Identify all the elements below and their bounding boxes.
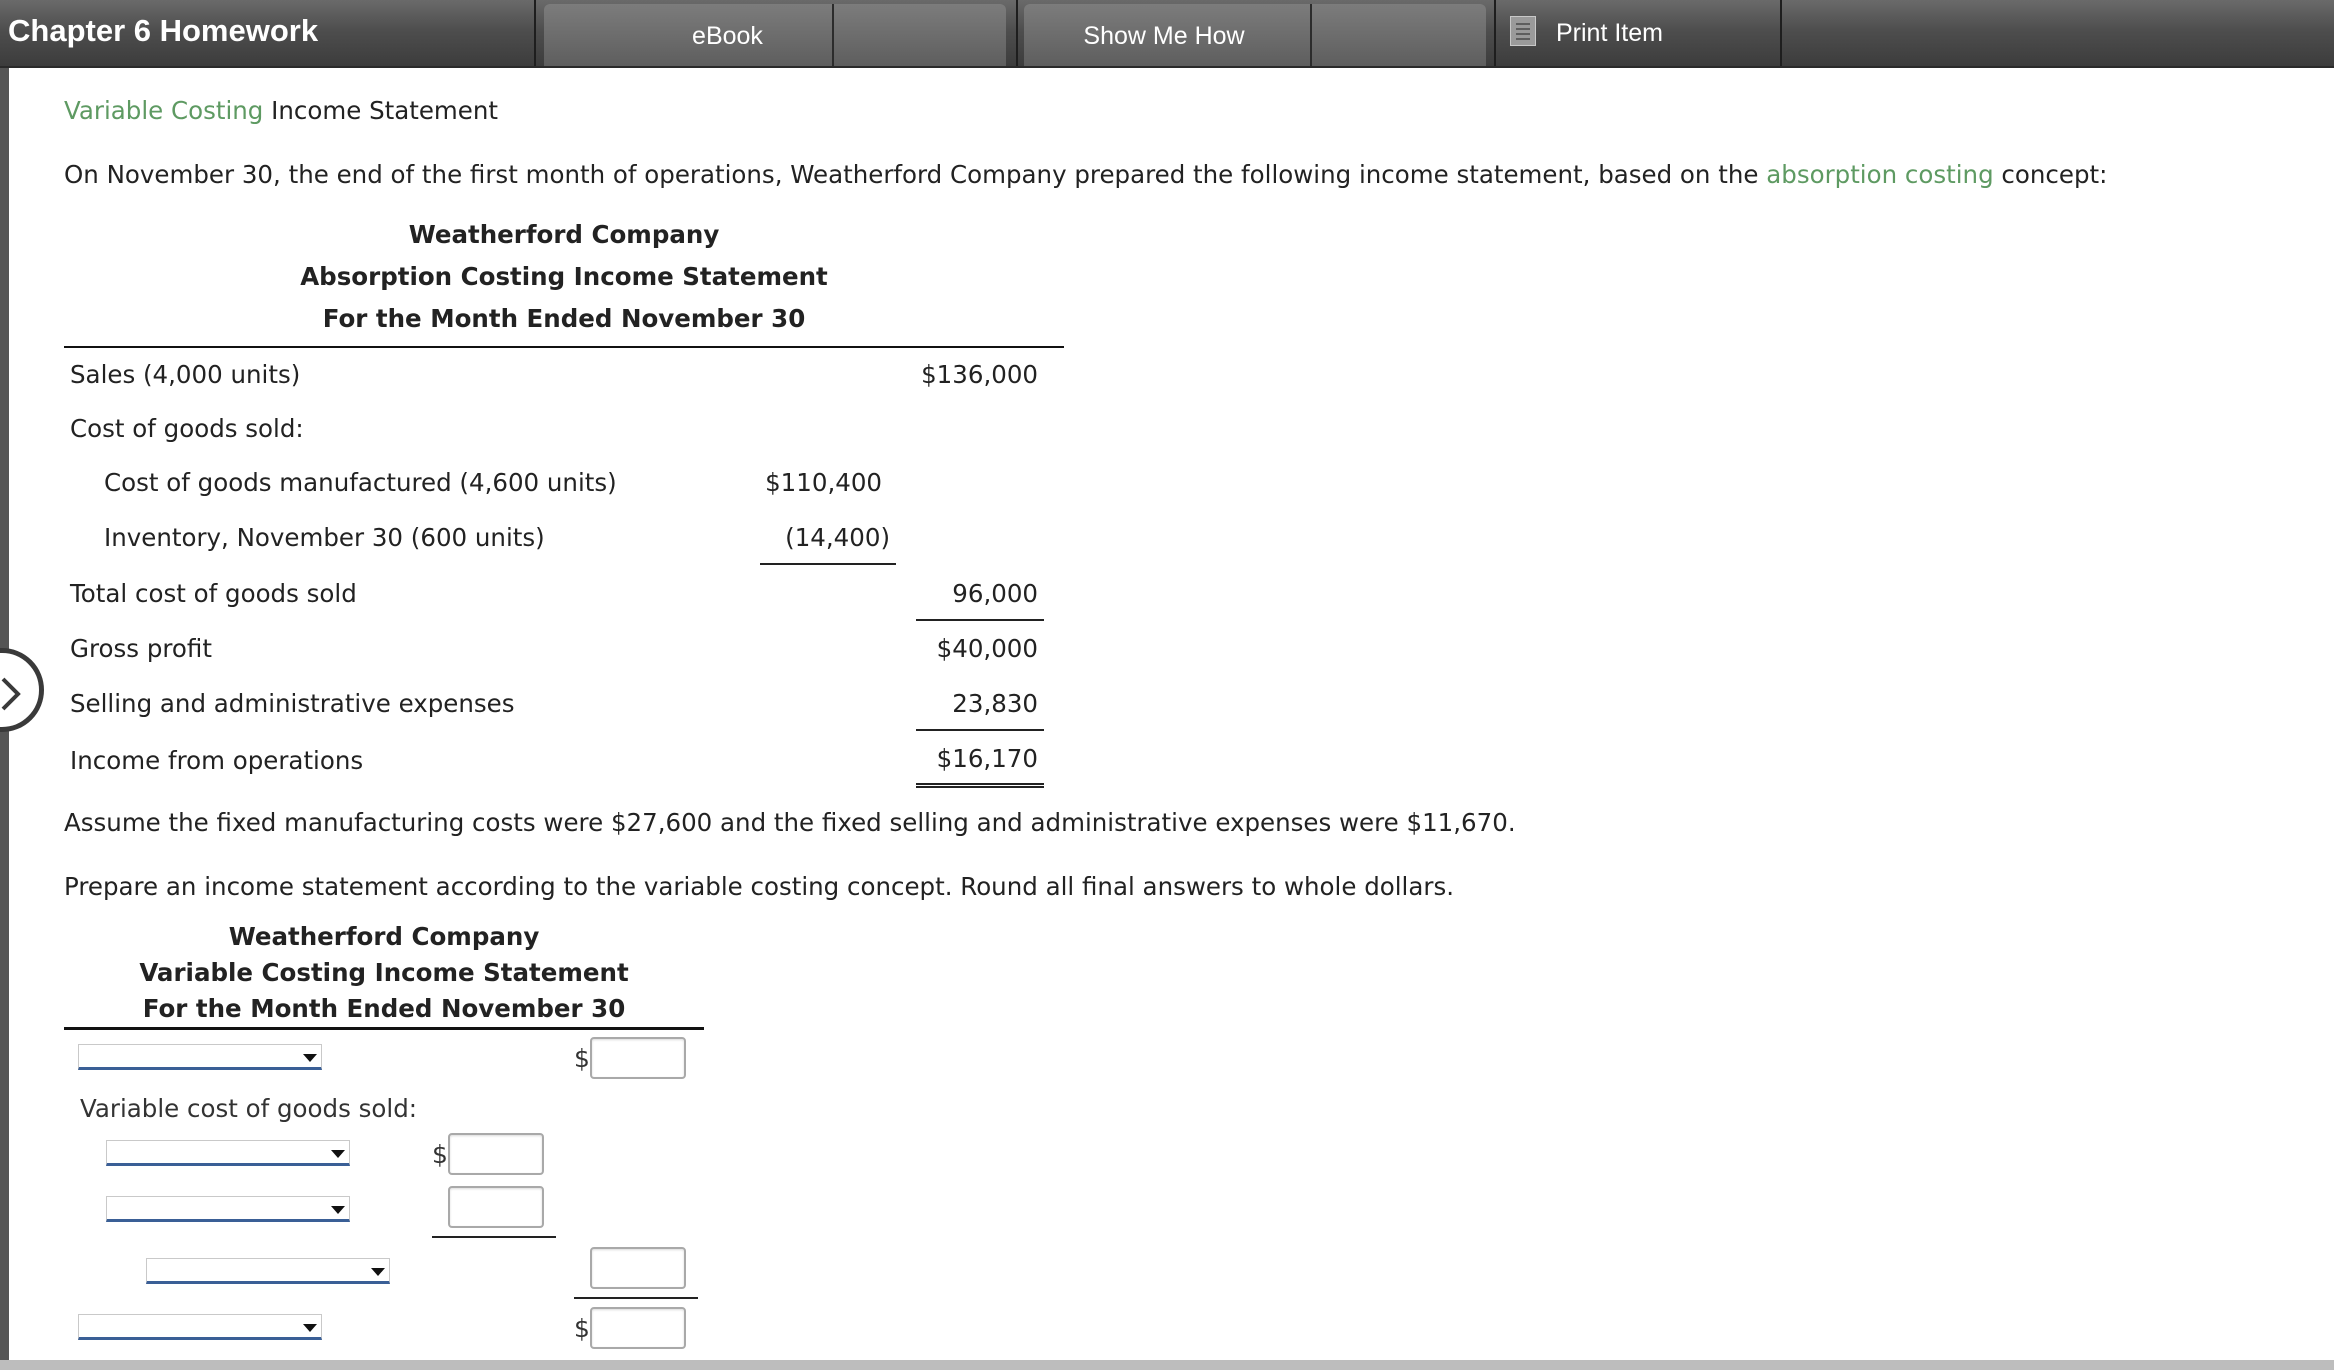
- statement-header-rule: [64, 346, 1064, 348]
- row-label: Income from operations: [70, 746, 364, 775]
- row-amount: $16,170: [936, 744, 1038, 773]
- statement-title: Absorption Costing Income Statement: [300, 262, 828, 291]
- intro-text-end: concept:: [1993, 160, 2108, 189]
- print-icon: [1510, 16, 1536, 46]
- ebook-button[interactable]: [544, 4, 1006, 66]
- row-label: Gross profit: [70, 634, 212, 663]
- amount-input[interactable]: [590, 1307, 686, 1349]
- absorption-costing-link[interactable]: absorption costing: [1766, 160, 1994, 189]
- row-amount: (14,400): [785, 523, 890, 552]
- row-label: Cost of goods manufactured (4,600 units): [104, 468, 617, 497]
- subtotal-rule: [916, 619, 1044, 621]
- subtotal-rule: [760, 563, 896, 565]
- bottom-scrollbar[interactable]: [0, 1360, 2334, 1370]
- subtotal-rule: [574, 1297, 698, 1299]
- amount-input[interactable]: [448, 1133, 544, 1175]
- section-title: [64, 96, 498, 125]
- subtotal-rule: [916, 729, 1044, 731]
- instruction-text: Prepare an income statement according to the variable costing concept. Round all final answers to whole dollars.: [64, 872, 1455, 901]
- dropdown-arrow-icon: [303, 1054, 317, 1062]
- dollar-sign: $: [574, 1314, 590, 1343]
- row-amount: $136,000: [921, 360, 1038, 389]
- dropdown-arrow-icon: [303, 1324, 317, 1332]
- line-item-select[interactable]: [106, 1196, 350, 1222]
- total-double-rule: [916, 783, 1044, 788]
- toolbar-divider: [1016, 0, 1018, 66]
- intro-text: On November 30, the end of the first month of operations, Weatherford Company prepared the following income statement, based on the: [64, 160, 1767, 189]
- form-period: For the Month Ended November 30: [142, 994, 626, 1023]
- statement-company: Weatherford Company: [408, 220, 720, 249]
- line-item-select[interactable]: [146, 1258, 390, 1284]
- row-label: Total cost of goods sold: [70, 579, 357, 608]
- amount-input[interactable]: [448, 1186, 544, 1228]
- section-title-rest: Income Statement: [263, 96, 498, 125]
- top-toolbar: [0, 0, 2334, 68]
- toolbar-divider: [1310, 4, 1312, 66]
- expand-panel-button[interactable]: [0, 648, 44, 732]
- line-item-select[interactable]: [78, 1314, 322, 1340]
- toolbar-divider: [1780, 0, 1782, 66]
- row-label: Sales (4,000 units): [70, 360, 301, 389]
- subtotal-rule: [432, 1236, 556, 1238]
- assumption-text: Assume the fixed manufacturing costs were $27,600 and the fixed selling and administrative expenses were $11,670.: [64, 808, 1516, 837]
- line-item-select[interactable]: [78, 1044, 322, 1070]
- row-amount: 96,000: [952, 579, 1038, 608]
- dropdown-arrow-icon: [371, 1268, 385, 1276]
- form-title: Variable Costing Income Statement: [139, 958, 629, 987]
- line-item-select[interactable]: [106, 1140, 350, 1166]
- form-company: Weatherford Company: [228, 922, 540, 951]
- form-header-rule: [64, 1027, 704, 1030]
- toolbar-divider: [832, 4, 834, 66]
- row-label: Inventory, November 30 (600 units): [104, 523, 545, 552]
- statement-period: For the Month Ended November 30: [322, 304, 806, 333]
- variable-cogs-label: Variable cost of goods sold:: [80, 1094, 418, 1123]
- show-me-how-label: Show Me How: [1083, 22, 1245, 50]
- assignment-title: Chapter 6 Homework: [8, 13, 319, 48]
- amount-input[interactable]: [590, 1037, 686, 1079]
- row-amount: $40,000: [936, 634, 1038, 663]
- row-label: Cost of goods sold:: [70, 414, 304, 443]
- row-label: Selling and administrative expenses: [70, 689, 515, 718]
- amount-input[interactable]: [590, 1247, 686, 1289]
- dropdown-arrow-icon: [331, 1150, 345, 1158]
- row-amount: $110,400: [765, 468, 882, 497]
- toolbar-divider: [1494, 0, 1496, 66]
- toolbar-divider: [534, 0, 536, 66]
- show-me-how-button[interactable]: [1024, 4, 1486, 66]
- dollar-sign: $: [574, 1044, 590, 1073]
- ebook-label: eBook: [692, 22, 763, 50]
- print-item-label: Print Item: [1556, 19, 1663, 47]
- row-amount: 23,830: [952, 689, 1038, 718]
- chevron-right-icon: [1, 677, 21, 711]
- dollar-sign: $: [432, 1140, 448, 1169]
- variable-costing-link[interactable]: Variable Costing: [64, 96, 264, 125]
- dropdown-arrow-icon: [331, 1206, 345, 1214]
- problem-intro: [64, 160, 2107, 189]
